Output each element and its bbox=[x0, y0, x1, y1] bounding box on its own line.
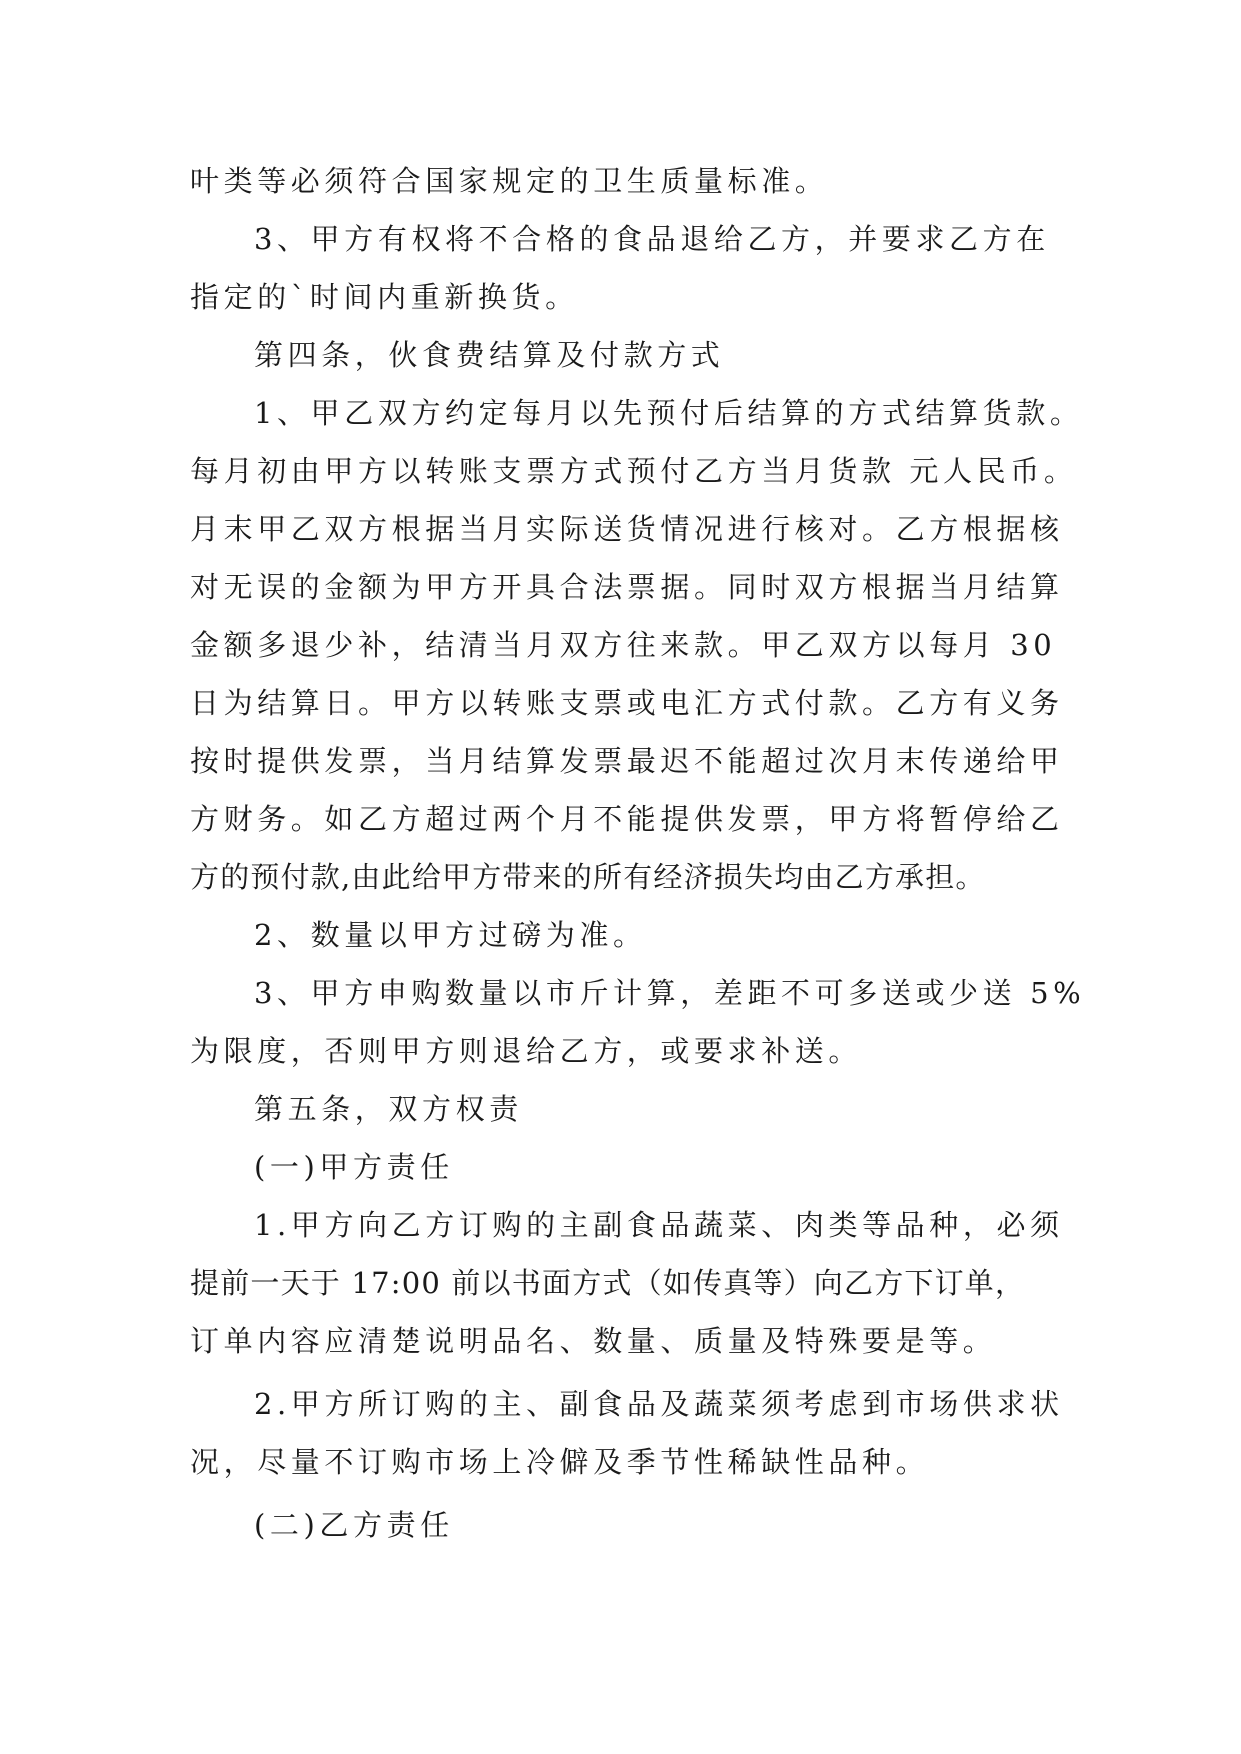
text-line: 况，尽量不订购市场上冷僻及季节性稀缺性品种。 bbox=[190, 1445, 930, 1479]
text-line: 2.甲方所订购的主、副食品及蔬菜须考虑到市场供求状 bbox=[254, 1387, 1064, 1421]
text-line: 为限度，否则甲方则退给乙方，或要求补送。 bbox=[190, 1034, 863, 1068]
text-line: 方的预付款,由此给甲方带来的所有经济损失均由乙方承担。 bbox=[190, 860, 986, 894]
subsection-heading: (二)乙方责任 bbox=[254, 1508, 454, 1542]
text-line: 1、甲乙双方约定每月以先预付后结算的方式结算货款。 bbox=[254, 396, 1084, 430]
text-line: 对无误的金额为甲方开具合法票据。同时双方根据当月结算 bbox=[190, 570, 1064, 604]
text-line: 订单内容应清楚说明品名、数量、质量及特殊要是等。 bbox=[190, 1324, 997, 1358]
text-line: 2、数量以甲方过磅为准。 bbox=[254, 918, 647, 952]
text-line: 金额多退少补，结清当月双方往来款。甲乙双方以每月 30 bbox=[190, 628, 1057, 662]
text-line: 提前一天于 17:00 前以书面方式（如传真等）向乙方下订单， bbox=[190, 1266, 1026, 1300]
document-body bbox=[190, 152, 1086, 1554]
section-heading: 第四条，伙食费结算及付款方式 bbox=[254, 338, 725, 372]
text-line: 3、甲方申购数量以市斤计算，差距不可多送或少送 5% bbox=[254, 976, 1086, 1010]
section-heading: 第五条，双方权责 bbox=[254, 1092, 523, 1126]
subsection-heading: (一)甲方责任 bbox=[254, 1150, 454, 1184]
text-line: 日为结算日。甲方以转账支票或电汇方式付款。乙方有义务 bbox=[190, 686, 1064, 720]
text-line: 3、甲方有权将不合格的食品退给乙方，并要求乙方在 bbox=[254, 222, 1050, 256]
text-line: 月末甲乙双方根据当月实际送货情况进行核对。乙方根据核 bbox=[190, 512, 1064, 546]
text-line: 叶类等必须符合国家规定的卫生质量标准。 bbox=[190, 164, 829, 198]
text-line: 方财务。如乙方超过两个月不能提供发票，甲方将暂停给乙 bbox=[190, 802, 1064, 836]
text-line: 1.甲方向乙方订购的主副食品蔬菜、肉类等品种，必须 bbox=[254, 1208, 1064, 1242]
text-line: 按时提供发票，当月结算发票最迟不能超过次月末传递给甲 bbox=[190, 744, 1064, 778]
text-line: 指定的`时间内重新换货。 bbox=[190, 280, 579, 314]
text-line: 每月初由甲方以转账支票方式预付乙方当月货款 元人民币。 bbox=[190, 454, 1078, 488]
